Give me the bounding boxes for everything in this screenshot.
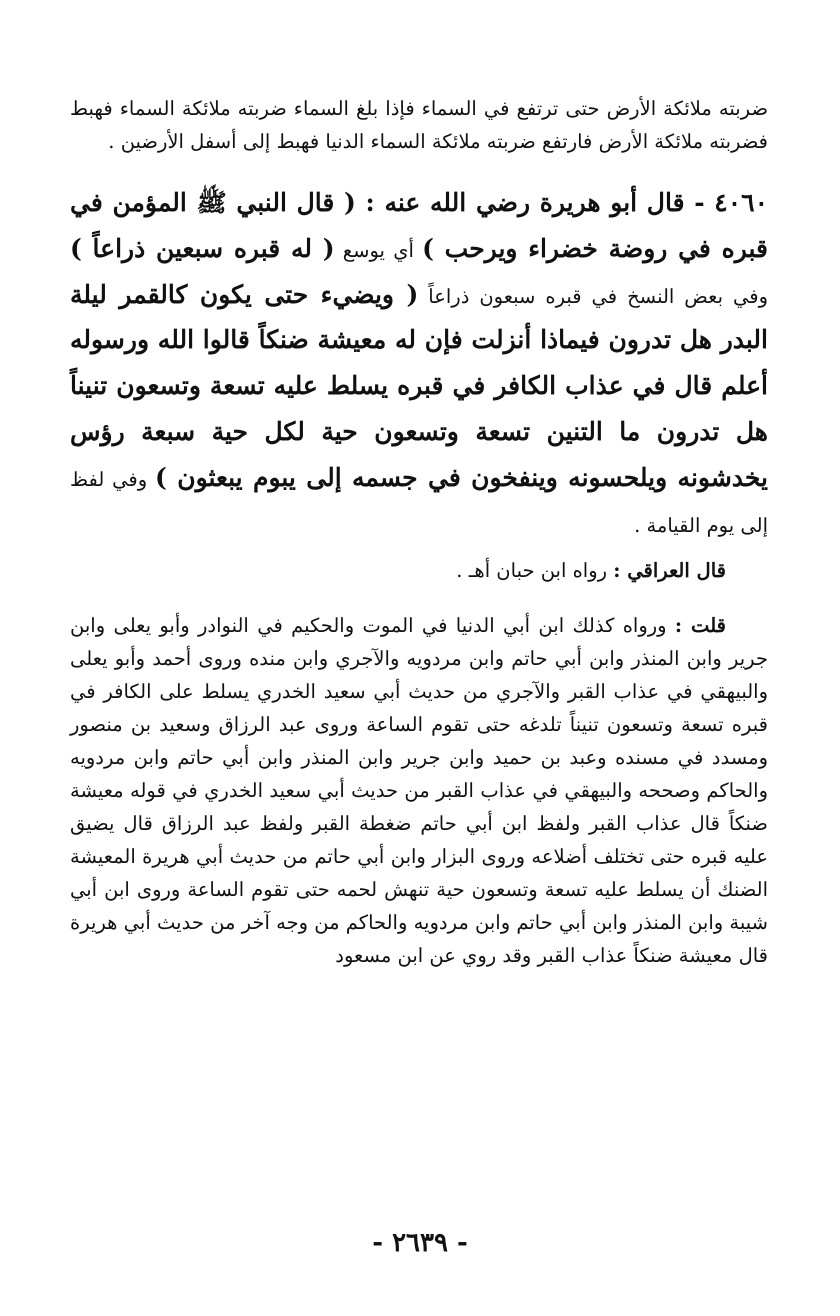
page-number: - ٢٦٣٩ - [372,1228,468,1258]
hadith-commentary-1: أي يوسع [334,238,423,262]
iraqi-text: رواه ابن حبان أهـ . [456,559,614,583]
hadith-text-3: ( ويضيء حتى يكون كالقمر ليلة البدر هل تدرون فيماذا أنزلت فإن له معيشة ضنكاً قالوا الله ورسوله أعلم قال في عذاب الكافر في قبره يسلط عليه تسعة وتسعون تنيناً هل تدرون ما التنين تسعة وتسعون حية لكل حية سبعة رؤس يخدشونه ويلحسونه وينفخون في جسمه إلى يبوم يبعثون ) [70,279,768,492]
iraqi-label: قال العراقي : [613,559,726,583]
author-note [70,609,768,972]
hadith-paragraph [70,180,768,546]
hadith-commentary-3: وفي لفظ إلى يوم القيامة . [70,467,768,537]
author-note-text: ورواه كذلك ابن أبي الدنيا في الموت والحكيم في النوادر وأبو يعلى وابن جرير وابن المنذر وابن أبي حاتم وابن مردويه والآجري وابن منده وروى أحمد وأبو يعلى والبيهقي في عذاب القبر والآجري من حديث أبي سعيد الخدري يسلط على الكافر في قبره تسعة وتسعون تنيناً تلدغه حتى تقوم الساعة وروى عبد الرزاق وسعيد بن منصور ومسدد في مسنده وعبد بن حميد وابن جرير وابن المنذر وابن أبي حاتم وابن مردويه والحاكم وصححه والبيهقي في عذاب القبر من حديث أبي سعيد الخدري في قوله معيشة ضنكاً قال عذاب القبر ولفظ ابن أبي حاتم ضغطة القبر ولفظ عبد الرزاق قال يضيق عليه قبره حتى تختلف أضلاعه وروى البزار وابن أبي حاتم من حديث أبي هريرة المعيشة الضنك أن يسلط عليه تسعة وتسعون حية تنهش لحمه حتى تقوم الساعة وروى ابن أبي شيبة وابن المنذر وابن أبي حاتم وابن مردويه والحاكم من وجه آخر من حديث أبي هريرة قال معيشة ضنكاً عذاب القبر وقد روي عن ابن مسعود [70,614,768,968]
hadith-commentary-2: وفي بعض النسخ في قبره سبعون ذراعاً [418,284,768,308]
iraqi-note [70,554,768,587]
continuation-text: ضربته ملائكة الأرض حتى ترتفع في السماء فإذا بلغ السماء ضربته ملائكة السماء فهبط فضربته ملائكة الأرض فارتفع ضربته ملائكة السماء الدنيا فهبط إلى أسفل الأرضين . [70,97,768,153]
hadith-text-2: ( له قبره سبعين ذراعاً ) [70,233,335,263]
author-note-label: قلت : [674,614,726,638]
paragraph-continuation [70,92,768,158]
hadith-text-1: ٤٠٦٠ - قال أبو هريرة رضي الله عنه : ( قال النبي ﷺ المؤمن في قبره في روضة خضراء ويرحب ) [70,188,768,263]
page-body [70,92,768,972]
